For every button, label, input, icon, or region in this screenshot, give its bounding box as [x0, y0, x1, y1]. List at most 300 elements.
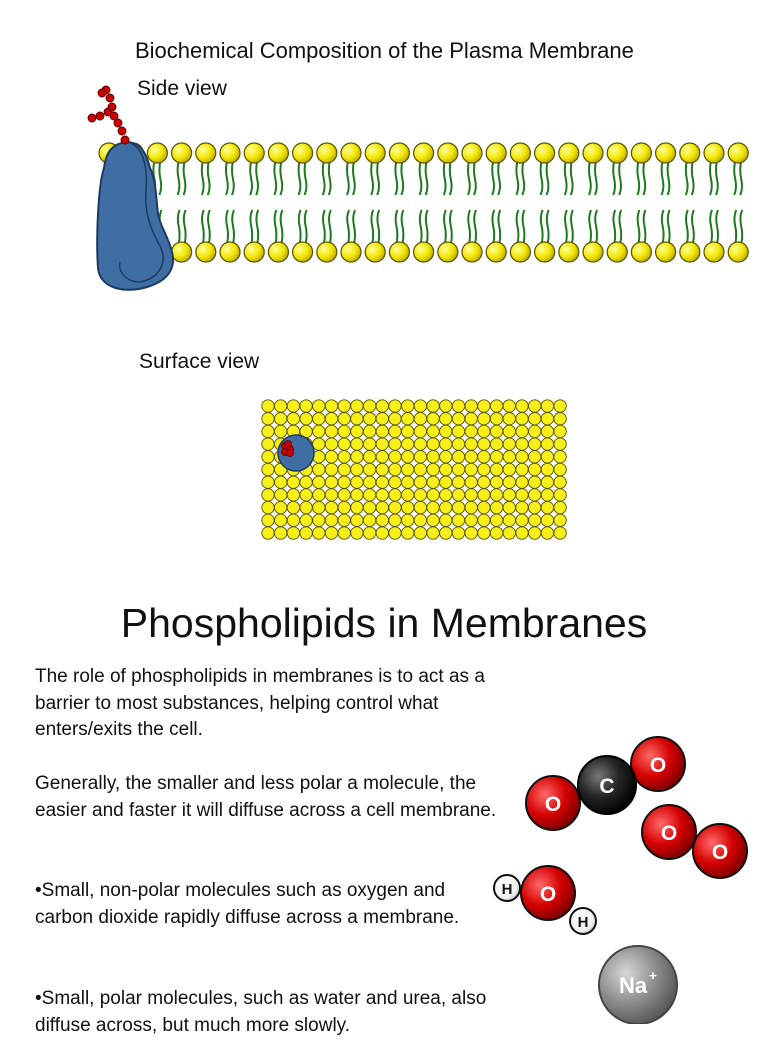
lipid-tail — [589, 210, 591, 244]
surface-lipid-head — [313, 476, 325, 488]
section-heading: Phospholipids in Membranes — [120, 600, 648, 646]
surface-lipid-head — [541, 463, 553, 475]
sodium-charge-label: + — [649, 968, 657, 983]
paragraph-nonpolar-molecules: •Small, non-polar molecules such as oxygen and carbon dioxide rapidly diffuse across a membrane. — [35, 880, 460, 928]
surface-lipid-head — [541, 413, 553, 425]
lipid-tail — [226, 210, 228, 244]
lipid-head-upper — [607, 143, 627, 163]
lipid-tail — [208, 161, 210, 195]
lipid-head-upper — [220, 143, 240, 163]
surface-lipid-head — [325, 400, 337, 412]
surface-lipid-head — [275, 425, 287, 437]
lipid-tail — [329, 210, 331, 244]
surface-lipid-head — [478, 527, 490, 539]
surface-lipid-head — [541, 514, 553, 526]
surface-lipid-head — [338, 463, 350, 475]
surface-lipid-head — [300, 400, 312, 412]
surface-lipid-head — [338, 476, 350, 488]
o2-atom-b-label: O — [711, 841, 729, 864]
surface-lipid-head — [541, 527, 553, 539]
surface-lipid-head — [338, 413, 350, 425]
lipid-tail — [740, 161, 742, 195]
lipid-tail — [347, 210, 349, 244]
surface-lipid-head — [503, 413, 515, 425]
lipid-tail — [662, 161, 664, 195]
lipid-tail — [516, 161, 518, 195]
surface-lipid-head — [465, 438, 477, 450]
surface-lipid-head — [452, 527, 464, 539]
surface-lipid-head — [325, 438, 337, 450]
lipid-tail — [281, 210, 283, 244]
lipid-tail — [444, 161, 446, 195]
surface-lipid-head — [529, 489, 541, 501]
lipid-tail — [420, 210, 422, 244]
surface-lipid-head — [440, 476, 452, 488]
surface-lipid-head — [376, 413, 388, 425]
surface-lipid-head — [414, 463, 426, 475]
lipid-tail — [395, 161, 397, 195]
lipid-tail — [541, 161, 543, 195]
surface-lipid-head — [427, 438, 439, 450]
surface-lipid-head — [427, 451, 439, 463]
surface-lipid-head — [452, 514, 464, 526]
surface-lipid-head — [541, 425, 553, 437]
slide-title: Biochemical Composition of the Plasma Membrane — [135, 38, 634, 63]
lipid-head-lower — [462, 242, 482, 262]
lipid-tail — [613, 161, 615, 195]
surface-lipid-head — [465, 501, 477, 513]
lipid-tail — [517, 210, 519, 244]
sodium-ion — [599, 946, 677, 1024]
surface-lipid-head — [440, 527, 452, 539]
lipid-tail — [232, 210, 234, 244]
lipid-tail — [323, 161, 325, 195]
surface-lipid-head — [529, 527, 541, 539]
co2-oxygen-left-label: O — [544, 793, 562, 816]
surface-lipid-head — [478, 489, 490, 501]
surface-lipid-head — [440, 489, 452, 501]
surface-lipid-head — [300, 501, 312, 513]
surface-lipid-head — [389, 463, 401, 475]
lipid-tail — [638, 210, 640, 244]
surface-lipid-head — [440, 438, 452, 450]
surface-lipid-head — [452, 476, 464, 488]
surface-lipid-head — [529, 413, 541, 425]
lipid-tail — [250, 210, 252, 244]
lipid-head-upper — [268, 143, 288, 163]
lipid-tail — [565, 210, 567, 244]
surface-lipid-head — [376, 425, 388, 437]
lipid-tail — [492, 210, 494, 244]
lipid-head-upper — [656, 143, 676, 163]
lipid-tail — [226, 161, 228, 195]
surface-lipid-head — [275, 489, 287, 501]
surface-lipid-head — [351, 476, 363, 488]
surface-lipid-head — [262, 527, 274, 539]
lipid-head-lower — [559, 242, 579, 262]
surface-lipid-head — [414, 425, 426, 437]
surface-lipid-head — [427, 425, 439, 437]
surface-lipid-head — [529, 400, 541, 412]
surface-protein — [278, 435, 314, 471]
surface-lipid-head — [262, 514, 274, 526]
sodium-label: Na — [618, 973, 648, 998]
lipid-tail — [184, 210, 186, 244]
sugar-unit — [121, 136, 129, 144]
lipid-head-lower — [293, 242, 313, 262]
surface-lipid-head — [503, 451, 515, 463]
lipid-tail — [613, 210, 615, 244]
lipid-head-lower — [631, 242, 651, 262]
surface-lipid-head — [325, 451, 337, 463]
surface-lipid-head — [402, 425, 414, 437]
lipid-tail — [498, 161, 500, 195]
lipid-head-lower — [656, 242, 676, 262]
lipid-tail — [619, 210, 621, 244]
surface-lipid-head — [363, 476, 375, 488]
lipid-head-upper — [172, 143, 192, 163]
surface-lipid-head — [503, 463, 515, 475]
surface-lipid-head — [529, 463, 541, 475]
surface-lipid-head — [414, 501, 426, 513]
surface-lipid-head — [554, 527, 566, 539]
surface-lipid-head — [402, 413, 414, 425]
lipid-tail — [595, 161, 597, 195]
surface-lipid-head — [490, 438, 502, 450]
lipid-tail — [353, 161, 355, 195]
surface-lipid-head — [351, 463, 363, 475]
surface-lipid-head — [363, 501, 375, 513]
lipid-tail — [589, 161, 591, 195]
surface-lipid-head — [376, 451, 388, 463]
surface-lipid-head — [427, 463, 439, 475]
lipid-head-lower — [389, 242, 409, 262]
surface-lipid-head — [440, 501, 452, 513]
surface-lipid-head — [427, 400, 439, 412]
surface-lipid-head — [287, 489, 299, 501]
sugar-unit — [96, 112, 104, 120]
surface-lipid-head — [338, 400, 350, 412]
lipid-tail — [450, 210, 452, 244]
surface-lipid-head — [351, 514, 363, 526]
lipid-tail — [323, 210, 325, 244]
surface-lipid-head — [351, 413, 363, 425]
surface-lipid-head — [376, 476, 388, 488]
lipid-head-lower — [220, 242, 240, 262]
surface-lipid-head — [554, 489, 566, 501]
lipid-head-lower — [583, 242, 603, 262]
surface-lipid-head — [490, 463, 502, 475]
surface-lipid-head — [465, 476, 477, 488]
surface-lipid-head — [490, 514, 502, 526]
surface-lipid-head — [490, 501, 502, 513]
surface-lipid-head — [503, 400, 515, 412]
lipid-head-upper — [293, 143, 313, 163]
surface-lipid-head — [440, 463, 452, 475]
surface-lipid-head — [300, 476, 312, 488]
transmembrane-protein — [97, 142, 173, 290]
surface-lipid-head — [402, 476, 414, 488]
surface-lipid-head — [275, 514, 287, 526]
surface-lipid-head — [529, 514, 541, 526]
surface-lipid-head — [414, 476, 426, 488]
surface-lipid-head — [313, 489, 325, 501]
surface-lipid-head — [300, 527, 312, 539]
lipid-tail — [498, 210, 500, 244]
surface-lipid-head — [275, 413, 287, 425]
surface-lipid-head — [427, 476, 439, 488]
surface-lipid-head — [465, 425, 477, 437]
surface-lipid-head — [313, 514, 325, 526]
surface-lipid-head — [376, 527, 388, 539]
surface-lipid-head — [287, 476, 299, 488]
surface-lipid-head — [516, 501, 528, 513]
surface-lipid-head — [351, 501, 363, 513]
surface-lipid-head — [389, 425, 401, 437]
surface-lipid-head — [503, 514, 515, 526]
lipid-tail — [734, 210, 736, 244]
surface-lipid-head — [313, 501, 325, 513]
surface-lipid-head — [414, 413, 426, 425]
surface-lipid-head — [325, 527, 337, 539]
lipid-tail — [523, 210, 525, 244]
surface-lipid-head — [503, 501, 515, 513]
surface-lipid-head — [516, 514, 528, 526]
surface-lipid-head — [427, 413, 439, 425]
surface-lipid-head — [338, 438, 350, 450]
surface-lipid-head — [452, 400, 464, 412]
surface-lipid-head — [478, 463, 490, 475]
surface-lipid-head — [478, 400, 490, 412]
surface-lipid-head — [389, 489, 401, 501]
lipid-tail — [178, 161, 180, 195]
surface-lipid-head — [351, 438, 363, 450]
surface-lipid-head — [363, 400, 375, 412]
water-molecule — [494, 866, 596, 934]
surface-lipid-head — [325, 501, 337, 513]
surface-lipid-head — [490, 527, 502, 539]
lipid-tail — [426, 161, 428, 195]
surface-lipid-head — [351, 489, 363, 501]
surface-lipid-head — [490, 476, 502, 488]
lipid-head-upper — [510, 143, 530, 163]
surface-lipid-head — [351, 527, 363, 539]
surface-lipid-head — [313, 438, 325, 450]
surface-lipid-head — [452, 425, 464, 437]
surface-lipid-head — [490, 425, 502, 437]
surface-lipid-head — [402, 451, 414, 463]
surface-lipid-head — [363, 463, 375, 475]
surface-lipid-head — [440, 425, 452, 437]
lipid-tail — [426, 210, 428, 244]
surface-lipid-head — [389, 451, 401, 463]
paragraph-polar-molecules: •Small, polar molecules, such as water and urea, also diffuse across, but much more slowly. — [35, 988, 487, 1036]
surface-lipid-head — [541, 451, 553, 463]
water-oxygen-label: O — [539, 883, 557, 906]
lipid-tail — [492, 161, 494, 195]
lipid-tail — [644, 210, 646, 244]
lipid-head-upper — [704, 143, 724, 163]
lipid-tail — [571, 210, 573, 244]
lipid-tail — [710, 210, 712, 244]
lipid-head-lower — [317, 242, 337, 262]
lipid-head-lower — [535, 242, 555, 262]
surface-lipid-head — [452, 501, 464, 513]
surface-lipid-head — [313, 463, 325, 475]
surface-lipid-head — [516, 527, 528, 539]
surface-lipid-head — [465, 463, 477, 475]
surface-lipid-head — [313, 400, 325, 412]
surface-lipid-head — [363, 451, 375, 463]
surface-lipid-head — [440, 451, 452, 463]
surface-lipid-head — [490, 489, 502, 501]
surface-lipid-head — [503, 489, 515, 501]
surface-lipid-head — [300, 514, 312, 526]
lipid-head-upper — [728, 143, 748, 163]
lipid-tail — [178, 210, 180, 244]
surface-lipid-head — [389, 413, 401, 425]
lipid-tail — [450, 161, 452, 195]
lipid-head-upper — [414, 143, 434, 163]
lipid-tail — [402, 210, 404, 244]
lipid-head-lower — [172, 242, 192, 262]
surface-lipid-head — [325, 489, 337, 501]
surface-lipid-head — [554, 451, 566, 463]
sugar-unit — [98, 89, 106, 97]
lipid-tail — [444, 210, 446, 244]
co2-carbon-label: C — [599, 775, 615, 798]
surface-lipid-head — [554, 438, 566, 450]
surface-lipid-head — [554, 413, 566, 425]
lipid-head-upper — [147, 143, 167, 163]
surface-lipid-head — [465, 413, 477, 425]
surface-lipid-head — [554, 476, 566, 488]
surface-lipid-grid — [262, 400, 567, 539]
lipid-tail — [547, 161, 549, 195]
surface-lipid-head — [452, 438, 464, 450]
lipid-head-lower — [680, 242, 700, 262]
paragraph-role-of-phospholipids: The role of phospholipids in membranes is to act as a barrier to most substances, helping control what enters/exits the cell. — [35, 666, 485, 740]
surface-lipid-head — [389, 400, 401, 412]
surface-lipid-head — [287, 413, 299, 425]
lipid-tail — [740, 210, 742, 244]
lipid-tail — [716, 210, 718, 244]
surface-lipid-head — [363, 413, 375, 425]
surface-lipid-head — [262, 451, 274, 463]
surface-lipid-head — [376, 489, 388, 501]
sugar-unit — [106, 94, 114, 102]
surface-lipid-head — [325, 476, 337, 488]
lipid-tail — [571, 161, 573, 195]
surface-lipid-head — [516, 463, 528, 475]
lipid-tail — [468, 161, 470, 195]
surface-lipid-head — [427, 527, 439, 539]
surface-lipid-head — [313, 425, 325, 437]
lipid-tail — [401, 161, 403, 195]
surface-lipid-head — [262, 413, 274, 425]
surface-lipid-head — [402, 501, 414, 513]
surface-lipid-head — [389, 527, 401, 539]
surface-lipid-head — [351, 425, 363, 437]
surface-lipid-head — [287, 527, 299, 539]
lipid-tail — [692, 210, 694, 244]
surface-lipid-head — [554, 463, 566, 475]
lipid-head-upper — [680, 143, 700, 163]
surface-lipid-head — [262, 501, 274, 513]
surface-lipid-head — [363, 438, 375, 450]
lipid-tail — [184, 161, 186, 195]
glycoprotein-sugar-chain — [88, 86, 129, 144]
o2-atom-a-label: O — [660, 822, 678, 845]
surface-lipid-head — [414, 438, 426, 450]
surface-lipid-head — [427, 501, 439, 513]
surface-lipid-head — [325, 425, 337, 437]
lipid-tail — [371, 210, 373, 244]
surface-lipid-head — [554, 501, 566, 513]
surface-lipid-head — [262, 476, 274, 488]
surface-lipid-head — [478, 413, 490, 425]
surface-lipid-head — [516, 413, 528, 425]
lipid-tail — [275, 210, 277, 244]
surface-lipid-head — [452, 413, 464, 425]
surface-lipid-head — [275, 527, 287, 539]
surface-lipid-head — [452, 463, 464, 475]
lipid-head-lower — [607, 242, 627, 262]
surface-lipid-head — [300, 489, 312, 501]
surface-lipid-head — [389, 476, 401, 488]
surface-lipid-head — [402, 527, 414, 539]
lipid-tail — [662, 210, 664, 244]
surface-lipid-head — [262, 463, 274, 475]
lipid-tail — [686, 210, 688, 244]
surface-lipid-head — [402, 463, 414, 475]
surface-lipid-head — [452, 489, 464, 501]
lipid-head-lower — [438, 242, 458, 262]
surface-lipid-head — [402, 514, 414, 526]
surface-lipid-head — [338, 501, 350, 513]
surface-lipid-head — [516, 425, 528, 437]
lipid-tail — [305, 210, 307, 244]
lipid-tail — [256, 161, 258, 195]
lipid-head-lower — [486, 242, 506, 262]
surface-lipid-head — [465, 527, 477, 539]
oxygen-molecule — [642, 805, 747, 878]
lipid-tail — [347, 161, 349, 195]
lipid-tail — [202, 210, 204, 244]
surface-lipid-head — [427, 489, 439, 501]
surface-lipid-head — [427, 514, 439, 526]
surface-lipid-head — [313, 413, 325, 425]
surface-lipid-head — [389, 438, 401, 450]
lipid-tail — [643, 161, 645, 195]
surface-lipid-head — [287, 400, 299, 412]
surface-lipid-head — [363, 514, 375, 526]
side-view-label: Side view — [137, 77, 227, 100]
lipid-head-lower — [728, 242, 748, 262]
surface-lipid-head — [554, 514, 566, 526]
surface-lipid-head — [287, 501, 299, 513]
surface-lipid-head — [351, 400, 363, 412]
surface-lipid-head — [262, 400, 274, 412]
sugar-unit — [118, 127, 126, 135]
surface-lipid-head — [490, 400, 502, 412]
water-hydrogen-1-label: H — [501, 881, 513, 898]
surface-lipid-head — [414, 400, 426, 412]
surface-lipid-head — [338, 451, 350, 463]
surface-lipid-head — [262, 489, 274, 501]
lipid-head-upper — [631, 143, 651, 163]
surface-lipid-head — [402, 438, 414, 450]
